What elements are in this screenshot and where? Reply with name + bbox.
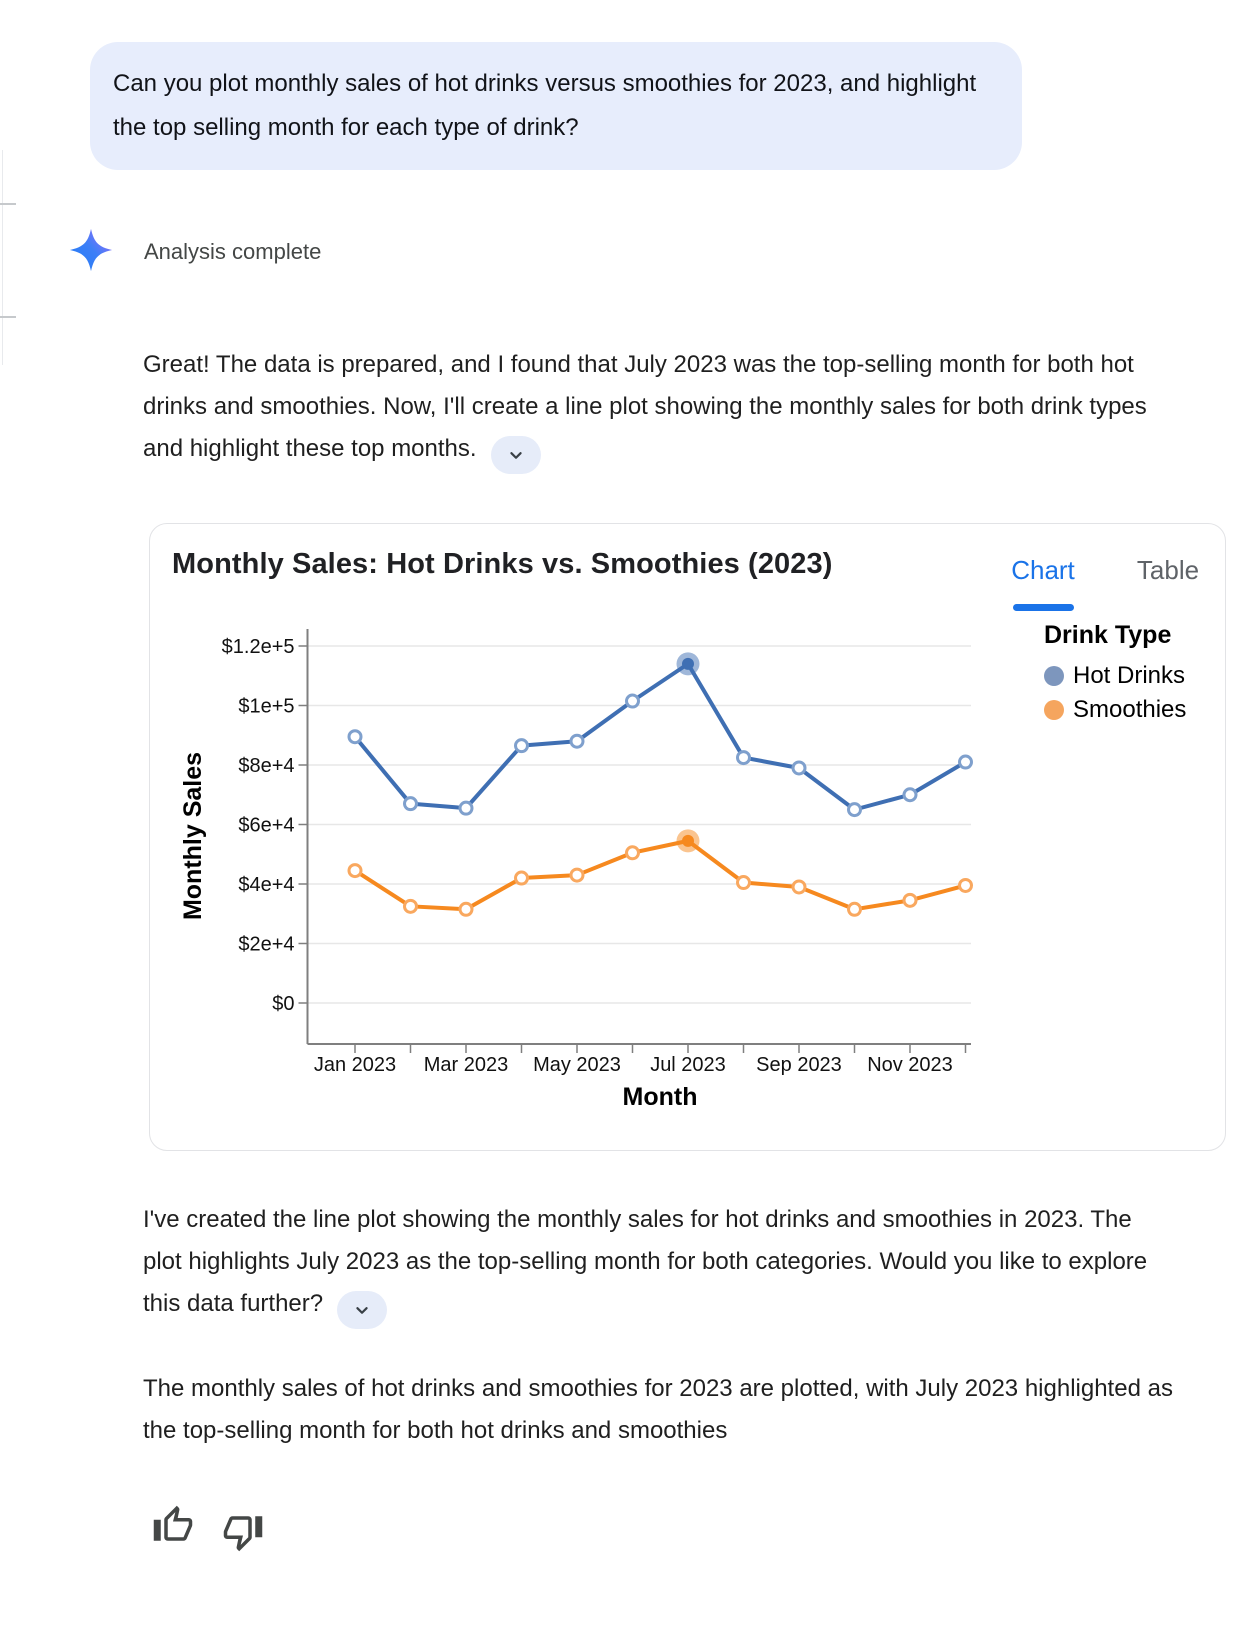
legend-title: Drink Type — [1044, 621, 1172, 649]
legend-label: Hot Drinks — [1073, 662, 1186, 689]
chart-title: Monthly Sales: Hot Drinks vs. Smoothies (2023) — [172, 548, 833, 580]
active-tab-indicator — [1013, 604, 1074, 611]
feedback-bar — [152, 1496, 268, 1561]
svg-text:May 2023: May 2023 — [533, 1054, 621, 1076]
legend-label: Smoothies — [1073, 696, 1187, 723]
sales-line-chart — [150, 524, 1225, 1150]
chevron-down-icon — [351, 1299, 373, 1321]
chart-legend — [1044, 621, 1186, 724]
svg-text:$4e+4: $4e+4 — [238, 874, 295, 896]
thumb-up-button[interactable] — [152, 1496, 198, 1554]
panel-tick — [0, 203, 16, 205]
expand-thought-button[interactable] — [491, 436, 541, 474]
svg-text:$8e+4: $8e+4 — [238, 755, 295, 777]
assistant-message-result — [143, 1199, 1151, 1329]
assistant-intro-text: Great! The data is prepared, and I found that July 2023 was the top-selling month for both hot drinks and smoothies. Now, I'll create a line plot showing the monthly sales for both drink types and highlight these top months. — [143, 351, 1147, 462]
user-message-text: Can you plot monthly sales of hot drinks versus smoothies for 2023, and highlight the top selling month for each type of drink? — [113, 70, 977, 141]
sparkle-icon — [68, 224, 114, 281]
svg-text:$0: $0 — [272, 993, 295, 1015]
svg-text:Nov 2023: Nov 2023 — [867, 1054, 953, 1076]
assistant-summary-text: The monthly sales of hot drinks and smoothies for 2023 are plotted, with July 2023 highlighted as the top-selling month for both hot drinks and smoothies — [143, 1375, 1173, 1444]
panel-tick — [0, 316, 16, 318]
user-message-bubble — [90, 42, 1022, 170]
chevron-down-icon — [505, 444, 527, 466]
svg-text:Sep 2023: Sep 2023 — [756, 1054, 842, 1076]
svg-text:Jul 2023: Jul 2023 — [650, 1054, 726, 1076]
svg-text:$2e+4: $2e+4 — [238, 933, 295, 956]
svg-text:Monthly Sales: Monthly Sales — [179, 751, 207, 921]
thumb-down-icon — [222, 1511, 264, 1553]
assistant-message-intro — [143, 344, 1151, 474]
legend-item — [1044, 662, 1186, 690]
tab-chart[interactable]: Chart — [1002, 555, 1084, 586]
status-label: Analysis complete — [144, 239, 322, 264]
svg-text:Jan 2023: Jan 2023 — [313, 1054, 397, 1076]
panel-divider — [2, 150, 3, 365]
assistant-message-summary — [143, 1368, 1173, 1452]
tab-table[interactable]: Table — [1126, 555, 1210, 586]
svg-text:$1.2e+5: $1.2e+5 — [221, 636, 295, 658]
svg-text:Month: Month — [622, 1083, 698, 1111]
chart-card — [149, 523, 1226, 1151]
thumb-down-button[interactable] — [222, 1503, 268, 1561]
legend-item — [1044, 696, 1186, 724]
thumb-up-icon — [152, 1504, 194, 1546]
svg-text:$1e+5: $1e+5 — [238, 695, 295, 718]
legend-swatch — [1044, 666, 1064, 686]
legend-swatch — [1044, 700, 1064, 720]
status-row — [68, 226, 321, 278]
svg-text:$6e+4: $6e+4 — [238, 814, 295, 837]
svg-text:Mar 2023: Mar 2023 — [423, 1054, 509, 1076]
assistant-result-text: I've created the line plot showing the monthly sales for hot drinks and smoothies in 2023. The plot highlights July 2023 as the top-selling month for both categories. Would you like to explore this data further? — [143, 1206, 1148, 1317]
legend-items — [1044, 662, 1186, 724]
expand-details-button[interactable] — [337, 1291, 387, 1329]
